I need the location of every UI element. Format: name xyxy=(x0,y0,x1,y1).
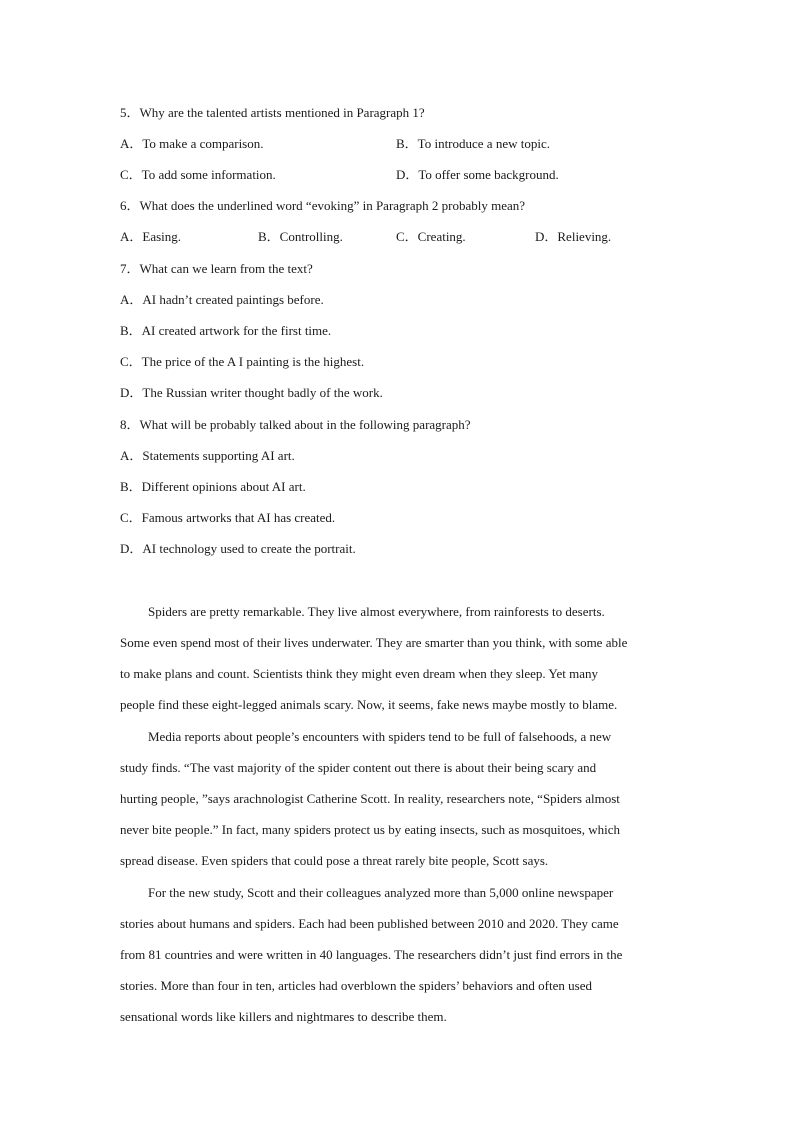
passage-p1-line: Spiders are pretty remarkable. They live almost everywhere, from rainforests to deserts. xyxy=(148,604,605,619)
passage-p2-line: study finds. “The vast majority of the spider content out there is about their being scary and xyxy=(120,760,597,775)
passage-p2-line: hurting people, ”says arachnologist Catherine Scott. In reality, researchers note, “Spiders almost xyxy=(120,791,620,806)
question-8-option-a: A．Statements supporting AI art. xyxy=(120,448,295,463)
passage-p3-line: from 81 countries and were written in 40 languages. The researchers didn’t just find errors in the xyxy=(120,947,623,962)
passage-p1-line: to make plans and count. Scientists think they might even dream when they sleep. Yet many xyxy=(120,666,599,681)
question-5-option-c: C．To add some information. xyxy=(120,167,276,182)
question-6-option-b: B．Controlling. xyxy=(258,229,343,244)
passage-p3-line: stories. More than four in ten, articles had overblown the spiders’ behaviors and often used xyxy=(120,978,592,993)
question-6-option-c: C．Creating. xyxy=(396,229,466,244)
question-6-option-a: A．Easing. xyxy=(120,229,182,244)
question-8-stem: 8．What will be probably talked about in the following paragraph? xyxy=(120,417,471,432)
question-7-option-d: D．The Russian writer thought badly of the work. xyxy=(120,385,383,400)
passage-p3-line: stories about humans and spiders. Each had been published between 2010 and 2020. They came xyxy=(120,916,619,931)
passage-p1-line: Some even spend most of their lives underwater. They are smarter than you think, with some able xyxy=(120,635,628,650)
question-7-option-b: B．AI created artwork for the first time. xyxy=(120,323,332,338)
question-7-stem: 7．What can we learn from the text? xyxy=(120,261,313,276)
passage-p2-line: Media reports about people’s encounters with spiders tend to be full of falsehoods, a new xyxy=(148,729,612,744)
question-8-option-c: C．Famous artworks that AI has created. xyxy=(120,510,336,525)
passage-p3-line: For the new study, Scott and their colleagues analyzed more than 5,000 online newspaper xyxy=(148,885,614,900)
question-8-option-d: D．AI technology used to create the portrait. xyxy=(120,541,356,556)
passage-p2-line: never bite people.” In fact, many spiders protect us by eating insects, such as mosquitoes, which xyxy=(120,822,621,837)
passage-p3-line: sensational words like killers and nightmares to describe them. xyxy=(120,1009,447,1024)
question-8-option-b: B．Different opinions about AI art. xyxy=(120,479,306,494)
question-5-option-d: D．To offer some background. xyxy=(396,167,559,182)
question-6-stem: 6．What does the underlined word “evoking” in Paragraph 2 probably mean? xyxy=(120,198,526,213)
question-7-option-a: A．AI hadn’t created paintings before. xyxy=(120,292,324,307)
question-5-option-b: B．To introduce a new topic. xyxy=(396,136,550,151)
passage-p2-line: spread disease. Even spiders that could pose a threat rarely bite people, Scott says. xyxy=(120,853,549,868)
question-7-option-c: C．The price of the A I painting is the highest. xyxy=(120,354,365,369)
question-5-stem: 5．Why are the talented artists mentioned in Paragraph 1? xyxy=(120,105,425,120)
passage-p1-line: people find these eight-legged animals scary. Now, it seems, fake news maybe mostly to blame. xyxy=(120,697,618,712)
question-6-option-d: D．Relieving. xyxy=(535,229,612,244)
question-5-option-a: A．To make a comparison. xyxy=(120,136,264,151)
